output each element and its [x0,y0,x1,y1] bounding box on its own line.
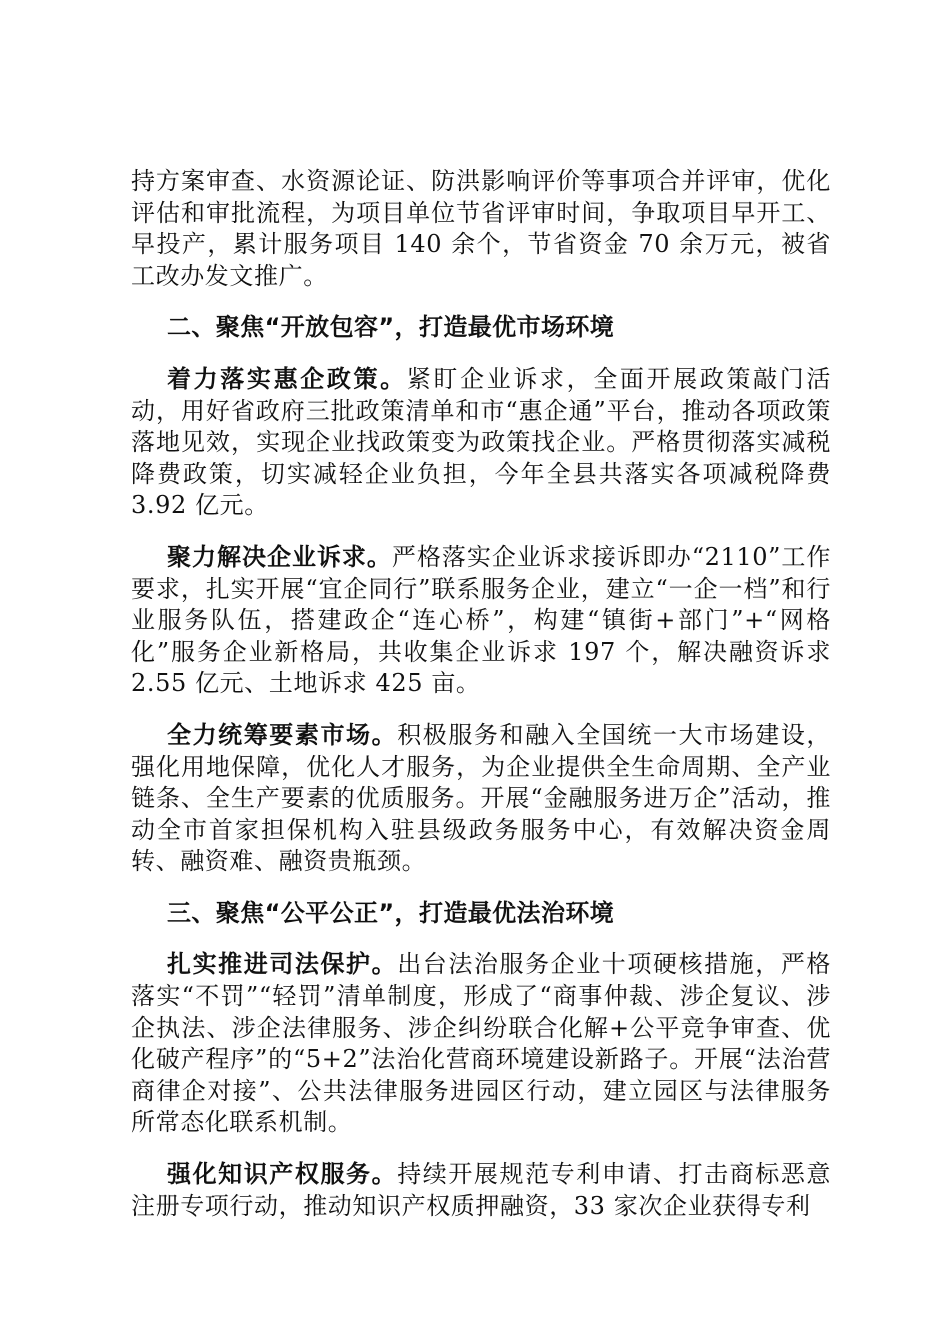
paragraph-demands [131,542,831,700]
paragraph-ip [131,1159,831,1222]
paragraph-body: 严格落实企业诉求接诉即办“2110”工作要求，扎实开展“宜企同行”联系服务企业，建立“一企一档”和行业服务队伍，搭建政企“连心桥”，构建“镇街+部门”+“网格化”服务企业新格局，共收集企业诉求 197 个，解决融资诉求 2.55 亿元、土地诉求 425 亩。 [131,542,831,698]
paragraph-body: 积极服务和融入全国统一大市场建设，强化用地保障，优化人才服务，为企业提供全生命周期、全产业链条、全生产要素的优质服务。开展“金融服务进万企”活动，推动全市首家担保机构入驻县级政务服务中心，有效解决资金周转、融资难、融资贵瓶颈。 [131,720,831,876]
paragraph-lead: 扎实推进司法保护。 [167,950,398,979]
paragraph-body: 持续开展规范专利申请、打击商标恶意注册专项行动，推动知识产权质押融资，33 家次企业获得专利 [131,1160,831,1220]
paragraph-lead: 全力统筹要素市场。 [167,720,398,749]
paragraph-market [131,720,831,878]
paragraph-judicial [131,949,831,1139]
document-page [131,166,831,1242]
continuation-paragraph: 持方案审查、水资源论证、防洪影响评价等事项合并评审，优化评估和审批流程，为项目单位节省评审时间，争取项目早开工、早投产，累计服务项目 140 余个，节省资金 70 余万元，被省工改办发文推广。 [131,167,831,290]
section-heading-3: 三、聚焦“公平公正”，打造最优法治环境 [167,898,615,927]
paragraph-lead: 强化知识产权服务。 [167,1160,398,1189]
paragraph-policy [131,364,831,522]
paragraph-body: 紧盯企业诉求，全面开展政策敲门活动，用好省政府三批政策清单和市“惠企通”平台，推动各项政策落地见效，实现企业找政策变为政策找企业。严格贯彻落实减税降费政策，切实减轻企业负担，今年全县共落实各项减税降费 3.92 亿元。 [131,364,831,520]
paragraph-lead: 着力落实惠企政策。 [167,364,407,393]
paragraph-body: 出台法治服务企业十项硬核措施，严格落实“不罚”“轻罚”清单制度，形成了“商事仲裁、涉企复议、涉企执法、涉企法律服务、涉企纠纷联合化解+公平竞争审查、优化破产程序”的“5+2”法治化营商环境建设新路子。开展“法治营商律企对接”、公共法律服务进园区行动，建立园区与法律服务所常态化联系机制。 [131,950,831,1137]
section-heading-2: 二、聚焦“开放包容”，打造最优市场环境 [167,313,615,342]
paragraph-lead: 聚力解决企业诉求。 [167,542,392,571]
